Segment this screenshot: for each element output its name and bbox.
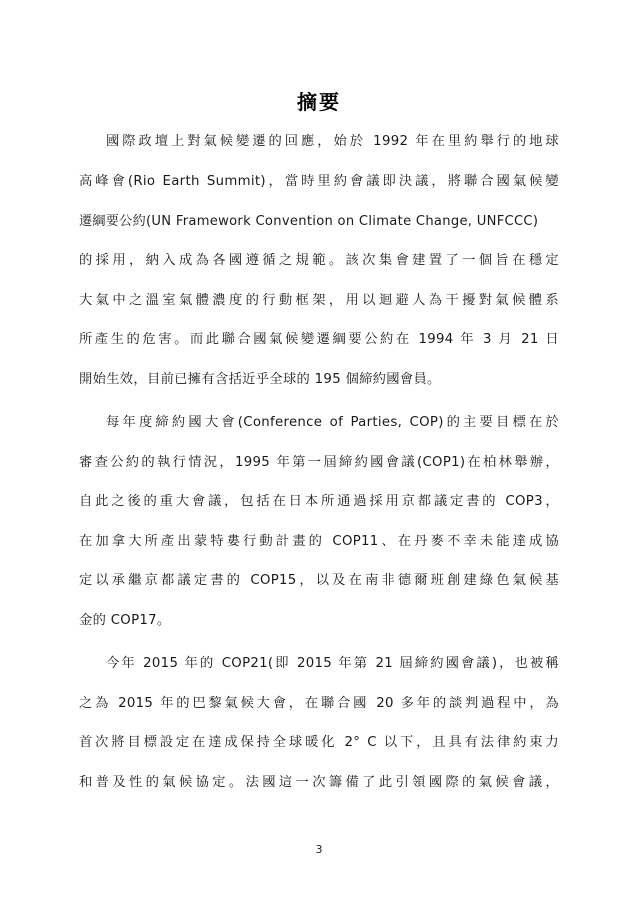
page-number: 3: [315, 843, 323, 856]
paragraph-1-line-4: 的採用，納入成為各國遵循之規範。該次集會建置了一個旨在穩定: [79, 253, 559, 268]
paragraph-1-line-6: 所產生的危害。而此聯合國氣候變遷綱要公約在 1994 年 3 月 21 日: [79, 332, 559, 347]
paragraph-1-line-2: 高峰會(Rio Earth Summit)，當時里約會議即決議，將聯合國氣候變: [79, 174, 559, 189]
paragraph-2-line-6: 金的 COP17。: [79, 613, 171, 628]
paragraph-3-line-4: 和普及性的氣候協定。法國這一次籌備了此引領國際的氣候會議，: [79, 775, 559, 790]
paragraph-2-line-3: 自此之後的重大會議，包括在日本所通過採用京都議定書的 COP3，: [79, 494, 559, 509]
paragraph-3-line-2: 之為 2015 年的巴黎氣候大會，在聯合國 20 多年的談判過程中，為: [79, 696, 559, 711]
paragraph-1-line-5: 大氣中之溫室氣體濃度的行動框架，用以迴避人為干擾對氣候體系: [79, 293, 559, 308]
paragraph-1-line-7: 開始生效，目前已擁有含括近乎全球的 195 個締約國會員。: [79, 372, 441, 387]
paragraph-1-line-3: 遷綱要公約(UN Framework Convention on Climate Change, UNFCCC): [79, 214, 539, 229]
paragraph-3-line-3: 首次將目標設定在達成保持全球暖化 2° C 以下，且具有法律約束力: [79, 735, 559, 750]
paragraph-1-line-1: 國際政壇上對氣候變遷的回應，始於 1992 年在里約舉行的地球: [106, 134, 559, 149]
paragraph-2-line-4: 在加拿大所產出蒙特婁行動計畫的 COP11、在丹麥不幸未能達成協: [79, 534, 559, 549]
paragraph-2-line-1: 每年度締約國大會(Conference of Parties, COP)的主要目標在於: [106, 415, 559, 430]
paragraph-3-line-1: 今年 2015 年的 COP21(即 2015 年第 21 屆締約國會議)，也被稱: [106, 656, 559, 671]
paragraph-2-line-2: 審查公約的執行情況，1995 年第一屆締約國會議(COP1)在柏林舉辦，: [79, 455, 559, 470]
page-title: 摘要: [297, 90, 341, 114]
paragraph-2-line-5: 定以承繼京都議定書的 COP15，以及在南非德爾班創建綠色氣候基: [79, 573, 559, 588]
